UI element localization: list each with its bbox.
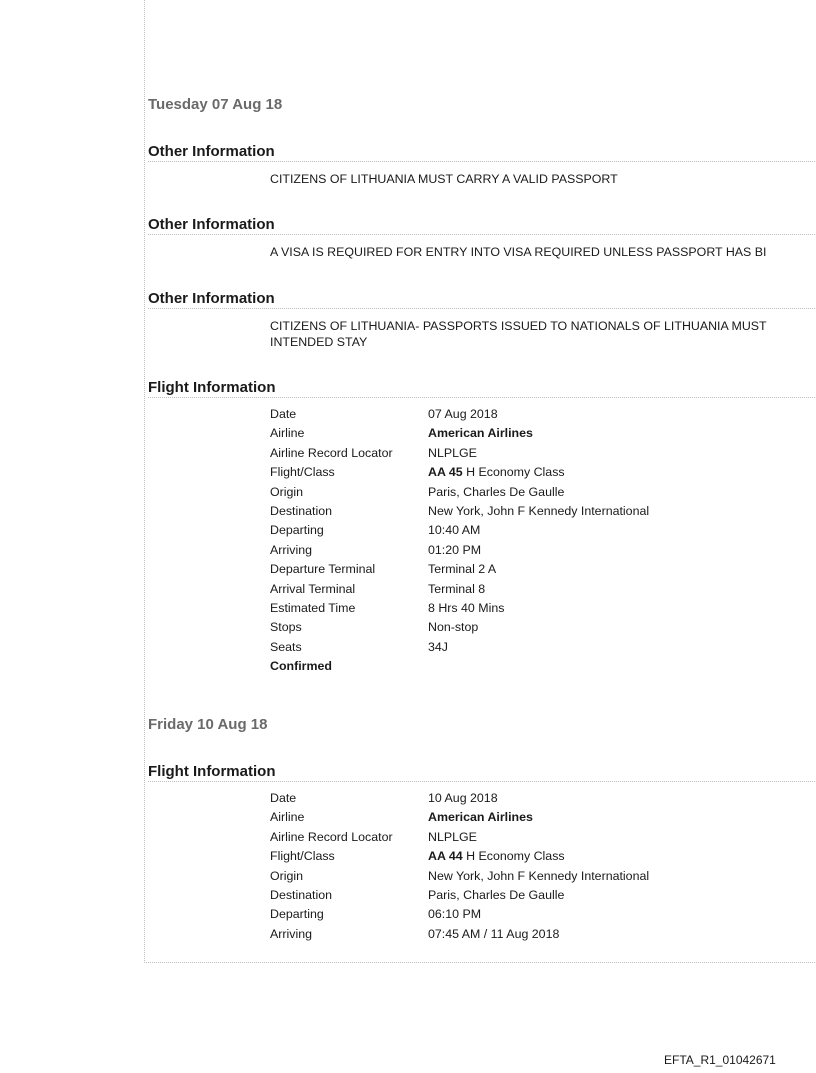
info-line: CITIZENS OF LITHUANIA- PASSPORTS ISSUED TO NATIONALS OF LITHUANIA MUST	[270, 319, 767, 333]
section-heading-flight-information: Flight Information	[148, 379, 816, 398]
flight-row-destination	[270, 886, 810, 905]
info-line: INTENDED STAY	[270, 335, 368, 349]
flight-row-departure-terminal	[270, 560, 810, 579]
row-label: Destination	[270, 503, 332, 518]
row-value: Terminal 8	[428, 581, 486, 596]
row-label: Origin	[270, 484, 304, 499]
section-heading-flight-information: Flight Information	[148, 763, 816, 782]
row-value: Paris, Charles De Gaulle	[428, 484, 565, 499]
row-value: New York, John F Kennedy International	[428, 503, 650, 518]
row-value	[428, 847, 565, 866]
section-heading-other-information: Other Information	[148, 143, 816, 162]
row-value: 8 Hrs 40 Mins	[428, 600, 505, 615]
flight-row-departing	[270, 521, 810, 540]
info-line: A VISA IS REQUIRED FOR ENTRY INTO VISA REQUIRED UNLESS PASSPORT HAS BI	[270, 245, 767, 259]
flight-row-departing	[270, 905, 810, 924]
day-heading-friday: Friday 10 Aug 18	[148, 716, 268, 733]
row-label: Origin	[270, 868, 304, 883]
row-label: Departure Terminal	[270, 562, 376, 577]
row-label: Destination	[270, 887, 332, 902]
passport-notice	[270, 171, 816, 187]
row-value: 07 Aug 2018	[428, 407, 498, 421]
row-value: 01:20 PM	[428, 542, 482, 557]
row-value: NLPLGE	[428, 829, 477, 844]
row-label: Arriving	[270, 542, 312, 557]
document-id: EFTA_R1_01042671	[664, 1053, 776, 1067]
visa-notice	[270, 244, 816, 260]
flight-row-origin	[270, 867, 810, 886]
flight-row-record-locator	[270, 444, 810, 463]
itinerary-document	[144, 0, 816, 963]
row-label: Airline	[270, 810, 305, 825]
flight-row-date	[270, 405, 810, 424]
row-label: Stops	[270, 620, 302, 635]
flight-class: H Economy Class	[462, 849, 565, 864]
flight-row-record-locator	[270, 828, 810, 847]
row-value: American Airlines	[428, 810, 533, 825]
row-label: Airline Record Locator	[270, 445, 393, 460]
flight-row-stops	[270, 618, 810, 637]
row-label: Departing	[270, 523, 324, 538]
section-heading-other-information: Other Information	[148, 290, 816, 309]
flight-row-arriving	[270, 541, 810, 560]
flight-row-estimated-time	[270, 599, 810, 618]
flight-row-arrival-terminal	[270, 580, 810, 599]
row-label: Date	[270, 407, 297, 421]
row-label: Airline Record Locator	[270, 829, 393, 844]
row-label: Date	[270, 791, 297, 805]
row-value: American Airlines	[428, 426, 533, 441]
flight-row-origin	[270, 483, 810, 502]
row-value: Terminal 2 A	[428, 562, 497, 577]
row-value: 34J	[428, 639, 448, 654]
flight-number: AA 44	[428, 849, 463, 864]
flight-row-airline	[270, 424, 810, 443]
flight-row-airline	[270, 808, 810, 827]
row-value: 10 Aug 2018	[428, 791, 498, 805]
row-label: Estimated Time	[270, 600, 356, 615]
flight-details-outbound	[270, 405, 810, 676]
flight-number: AA 45	[428, 465, 463, 480]
flight-class: H Economy Class	[462, 465, 565, 480]
row-value: NLPLGE	[428, 445, 477, 460]
flight-row-flight-class	[270, 847, 810, 866]
flight-row-status	[270, 657, 810, 676]
row-label: Seats	[270, 639, 302, 654]
flight-details-return	[270, 789, 810, 944]
row-label: Flight/Class	[270, 849, 335, 864]
status-confirmed: Confirmed	[270, 659, 332, 674]
flight-row-arriving	[270, 925, 810, 944]
flight-row-seats	[270, 638, 810, 657]
flight-row-date	[270, 789, 810, 808]
row-value: Paris, Charles De Gaulle	[428, 887, 565, 902]
row-value: Non-stop	[428, 620, 479, 635]
flight-row-destination	[270, 502, 810, 521]
row-value: 07:45 AM / 11 Aug 2018	[428, 926, 560, 941]
day-heading-tuesday: Tuesday 07 Aug 18	[148, 96, 283, 113]
flight-row-flight-class	[270, 463, 810, 482]
row-label: Arriving	[270, 926, 312, 941]
row-value: 10:40 AM	[428, 523, 481, 538]
passport-validity-notice	[270, 318, 816, 350]
row-value	[428, 463, 565, 482]
row-value: 06:10 PM	[428, 907, 482, 922]
row-value: New York, John F Kennedy International	[428, 868, 650, 883]
row-label: Flight/Class	[270, 465, 335, 480]
row-label: Arrival Terminal	[270, 581, 356, 596]
info-line: CITIZENS OF LITHUANIA MUST CARRY A VALID PASSPORT	[270, 172, 618, 186]
section-heading-other-information: Other Information	[148, 216, 816, 235]
row-label: Airline	[270, 426, 305, 441]
row-label: Departing	[270, 907, 324, 922]
